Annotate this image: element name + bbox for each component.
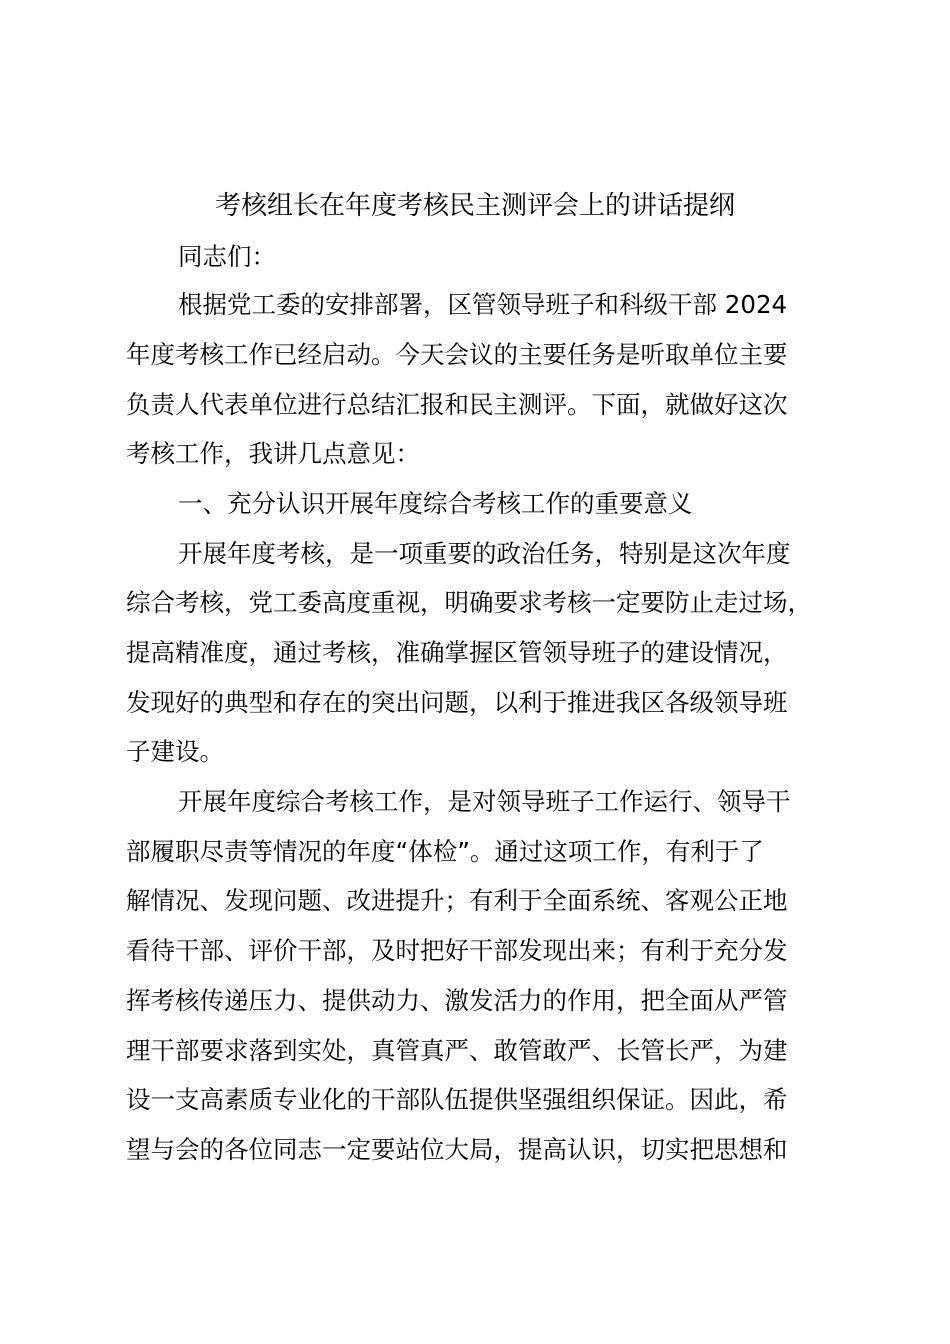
body-line: 部履职尽责等情况的年度“体检”。通过这项工作，有利于了: [126, 837, 764, 866]
body-line: 开展年度综合考核工作，是对领导班子工作运行、领导干: [178, 787, 791, 816]
body-line: 综合考核，党工委高度重视，明确要求考核一定要防止走过场，: [126, 588, 812, 617]
salutation: 同志们：: [178, 242, 276, 271]
body-line: 看待干部、评价干部，及时把好干部发现出来；有利于充分发: [126, 936, 788, 965]
body-line: 解情况、发现问题、改进提升；有利于全面系统、客观公正地: [126, 886, 788, 915]
body-line: 开展年度考核，是一项重要的政治任务，特别是这次年度: [178, 539, 791, 568]
body-line: 考核工作，我讲几点意见：: [126, 439, 420, 468]
body-line: 根据党工委的安排部署，区管领导班子和科级干部 2024: [178, 290, 788, 319]
body-line: 望与会的各位同志一定要站位大局，提高认识，切实把思想和: [126, 1135, 788, 1164]
body-line: 挥考核传递压力、提供动力、激发活力的作用，把全面从严管: [126, 986, 788, 1015]
document-title: 考核组长在年度考核民主测评会上的讲话提纲: [214, 191, 735, 221]
body-line: 发现好的典型和存在的突出问题，以利于推进我区各级领导班: [126, 688, 788, 717]
body-line: 子建设。: [126, 737, 224, 766]
body-line: 年度考核工作已经启动。今天会议的主要任务是听取单位主要: [126, 340, 788, 369]
body-line: 理干部要求落到实处，真管真严、敢管敢严、长管长严，为建: [126, 1036, 788, 1065]
body-line: 负责人代表单位进行总结汇报和民主测评。下面，就做好这次: [126, 390, 788, 419]
body-line: 设一支高素质专业化的干部队伍提供坚强组织保证。因此，希: [126, 1085, 788, 1114]
body-line: 提高精准度，通过考核，准确掌握区管领导班子的建设情况，: [126, 638, 788, 667]
section-heading: 一、充分认识开展年度综合考核工作的重要意义: [178, 489, 693, 518]
